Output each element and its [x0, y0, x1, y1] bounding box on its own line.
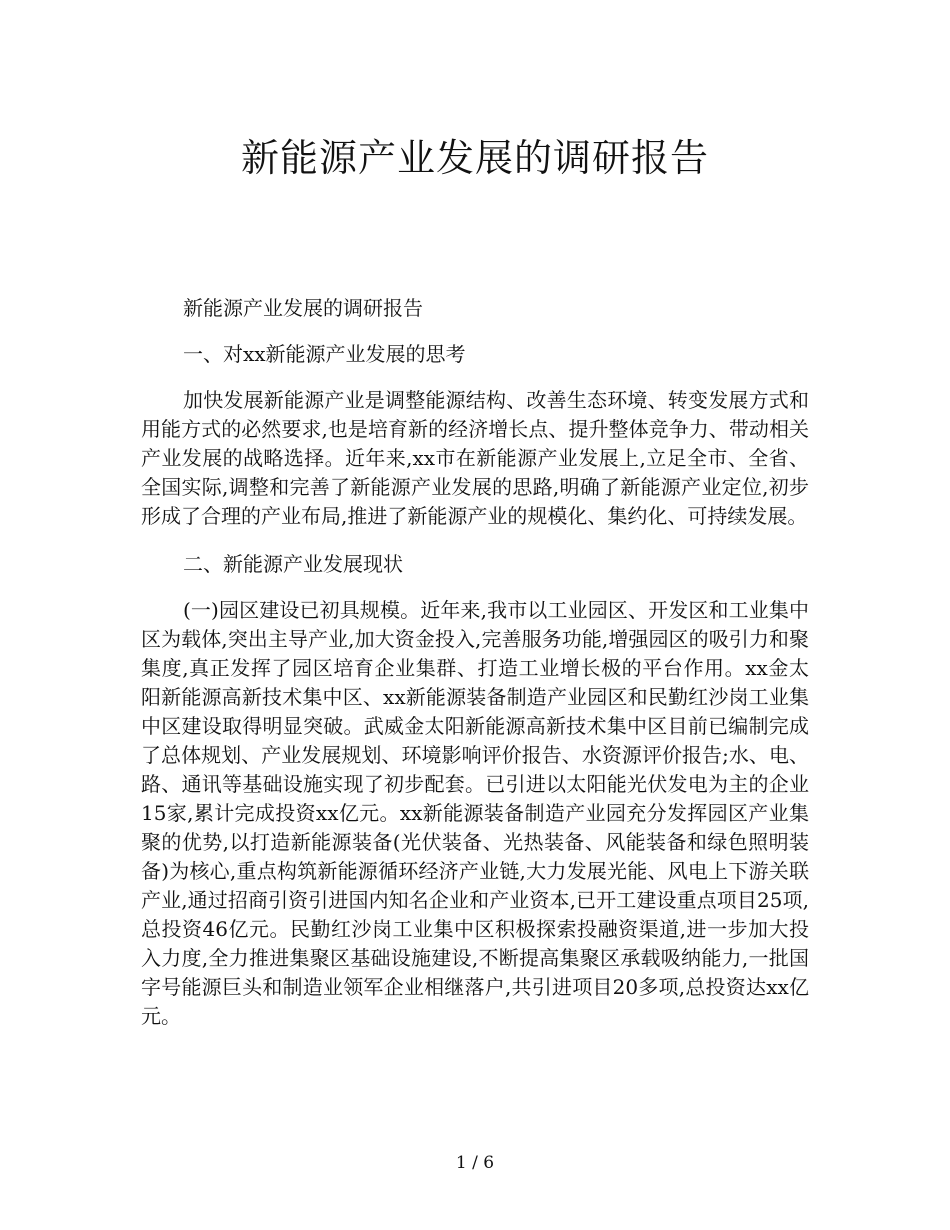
document-title: 新能源产业发展的调研报告	[240, 136, 709, 180]
section-heading-2: 二、新能源产业发展现状	[183, 552, 403, 576]
section-heading-1: 一、对xx新能源产业发展的思考	[183, 342, 466, 366]
paragraph-intro: 加快发展新能源产业是调整能源结构、改善生态环境、转变发展方式和用能方式的必然要求,也是培育新的经济增长点、提升整体竞争力、带动相关产业发展的战略选择。近年来,xx市在新能源产业发展上,立足全市、全省、全国实际,调整和完善了新能源产业发展的思路,明确了新能源产业定位,初步形成了合理的产业布局,推进了新能源产业的规模化、集约化、可持续发展。	[141, 388, 809, 528]
page-number: 1 / 6	[455, 1153, 495, 1173]
report-subtitle: 新能源产业发展的调研报告	[183, 296, 423, 320]
document-body	[141, 294, 809, 1050]
paragraph-parks: (一)园区建设已初具规模。近年来,我市以工业园区、开发区和工业集中区为载体,突出主导产业,加大资金投入,完善服务功能,增强园区的吸引力和聚集度,真正发挥了园区培育企业集群、打造工业增长极的平台作用。xx金太阳新能源高新技术集中区、xx新能源装备制造产业园区和民勤红沙岗工业集中区建设取得明显突破。武威金太阳新能源高新技术集中区目前已编制完成了总体规划、产业发展规划、环境影响评价报告、水资源评价报告;水、电、路、通讯等基础设施实现了初步配套。已引进以太阳能光伏发电为主的企业15家,累计完成投资xx亿元。xx新能源装备制造产业园充分发挥园区产业集聚的优势,以打造新能源装备(光伏装备、光热装备、风能装备和绿色照明装备)为核心,重点构筑新能源循环经济产业链,大力发展光能、风电上下游关联产业,通过招商引资引进国内知名企业和产业资本,已开工建设重点项目25项,总投资46亿元。民勤红沙岗工业集中区积极探索投融资渠道,进一步加大投入力度,全力推进集聚区基础设施建设,不断提高集聚区承载吸纳能力,一批国字号能源巨头和制造业领军企业相继落户,共引进项目20多项,总投资达xx亿元。	[141, 598, 809, 1028]
